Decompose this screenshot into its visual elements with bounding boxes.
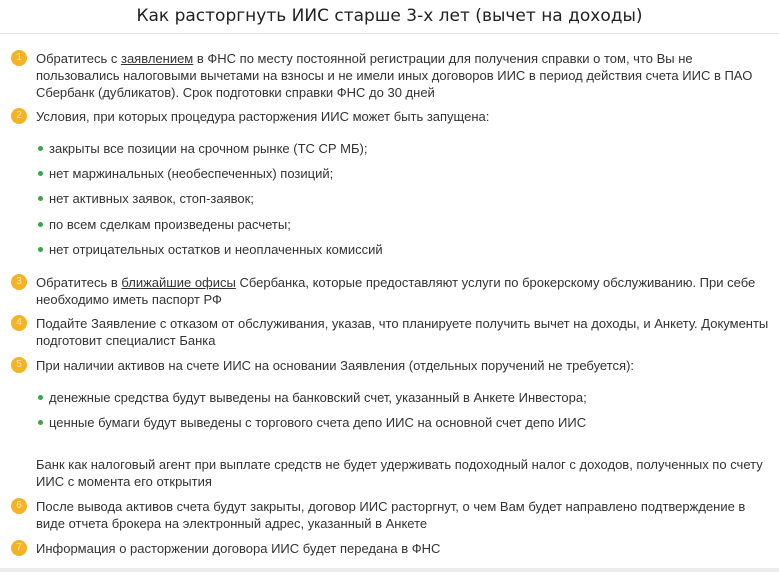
list-item bbox=[49, 216, 291, 233]
step-number-badge: 6 bbox=[11, 498, 27, 514]
step-number-badge: 3 bbox=[11, 274, 27, 290]
step-6 bbox=[16, 498, 776, 532]
bullet-icon bbox=[38, 171, 43, 176]
step-text: Обратитесь в bbox=[36, 275, 122, 290]
list-item-text: денежные средства будут выведены на банковский счет, указанный в Анкете Инвестора; bbox=[49, 390, 587, 405]
step-text: Сбербанка, которые предоставляют услуги по брокерскому обслуживанию. При себе необходимо иметь паспорт РФ bbox=[36, 275, 756, 307]
step-7 bbox=[16, 540, 776, 557]
list-item bbox=[49, 190, 254, 207]
bullet-icon bbox=[38, 222, 43, 227]
step-number-badge: 2 bbox=[11, 108, 27, 124]
bullet-icon bbox=[38, 395, 43, 400]
bullet-icon bbox=[38, 420, 43, 425]
list-item bbox=[49, 241, 383, 258]
step-4 bbox=[16, 315, 776, 349]
page-title: Как расторгнуть ИИС старше 3-х лет (вычет на доходы) bbox=[136, 6, 643, 26]
statement-link[interactable]: заявлением bbox=[120, 51, 194, 66]
step-3 bbox=[16, 274, 776, 308]
list-item-text: по всем сделкам произведены расчеты; bbox=[49, 217, 291, 232]
divider bbox=[0, 568, 779, 572]
list-item bbox=[49, 140, 368, 157]
step-number-badge: 5 bbox=[11, 357, 27, 373]
list-item-text: нет активных заявок, стоп-заявок; bbox=[49, 191, 254, 206]
tax-note: Банк как налоговый агент при выплате средств не будет удерживать подоходный налог с доходов, полученных по счету ИИС с момента его открытия bbox=[36, 457, 763, 489]
step-number-badge: 1 bbox=[11, 50, 27, 66]
step-number-badge: 7 bbox=[11, 540, 27, 556]
list-item bbox=[49, 414, 586, 431]
list-item-text: ценные бумаги будут выведены с торгового счета депо ИИС на основной счет депо ИИС bbox=[49, 415, 587, 430]
list-item-text: нет отрицательных остатков и неоплаченных комиссий bbox=[49, 242, 383, 257]
nearest-offices-link[interactable]: ближайшие офисы bbox=[121, 275, 236, 290]
list-item bbox=[49, 165, 333, 182]
list-item-text: закрыты все позиции на срочном рынке (ТС СР МБ); bbox=[49, 141, 368, 156]
bullet-icon bbox=[38, 196, 43, 201]
step-text: Обратитесь с bbox=[36, 51, 121, 66]
bullet-icon bbox=[38, 146, 43, 151]
step-text: При наличии активов на счете ИИС на основании Заявления (отдельных поручений не требуется): bbox=[36, 358, 635, 373]
list-item bbox=[49, 389, 587, 406]
bullet-icon bbox=[38, 247, 43, 252]
step-2 bbox=[16, 108, 776, 125]
step-5 bbox=[16, 357, 776, 374]
step-text: После вывода активов счета будут закрыты, договор ИИС расторгнут, о чем Вам будет направлено подтверждение в виде отчета брокера на электронный адрес, указанный в Анкете bbox=[36, 499, 746, 531]
step-text: Подайте Заявление с отказом от обслуживания, указав, что планируете получить вычет на доходы, и Анкету. Документы подготовит специалист Банка bbox=[36, 316, 769, 348]
list-item-text: нет маржинальных (необеспеченных) позиций; bbox=[49, 166, 334, 181]
step-1 bbox=[16, 50, 776, 101]
step-text: в ФНС по месту постоянной регистрации для получения справки о том, что Вы не пользовались налоговыми вычетами на взносы и не имели иных договоров ИИС в период действия счета ИИС в ПАО Сбербанк (дубликатов). Срок подготовки справки ФНС до 30 дней bbox=[36, 51, 753, 100]
step-number-badge: 4 bbox=[11, 315, 27, 331]
divider bbox=[0, 33, 779, 34]
step-text: Информация о расторжении договора ИИС будет передана в ФНС bbox=[36, 541, 441, 556]
step-text: Условия, при которых процедура расторжения ИИС может быть запущена: bbox=[36, 109, 490, 124]
